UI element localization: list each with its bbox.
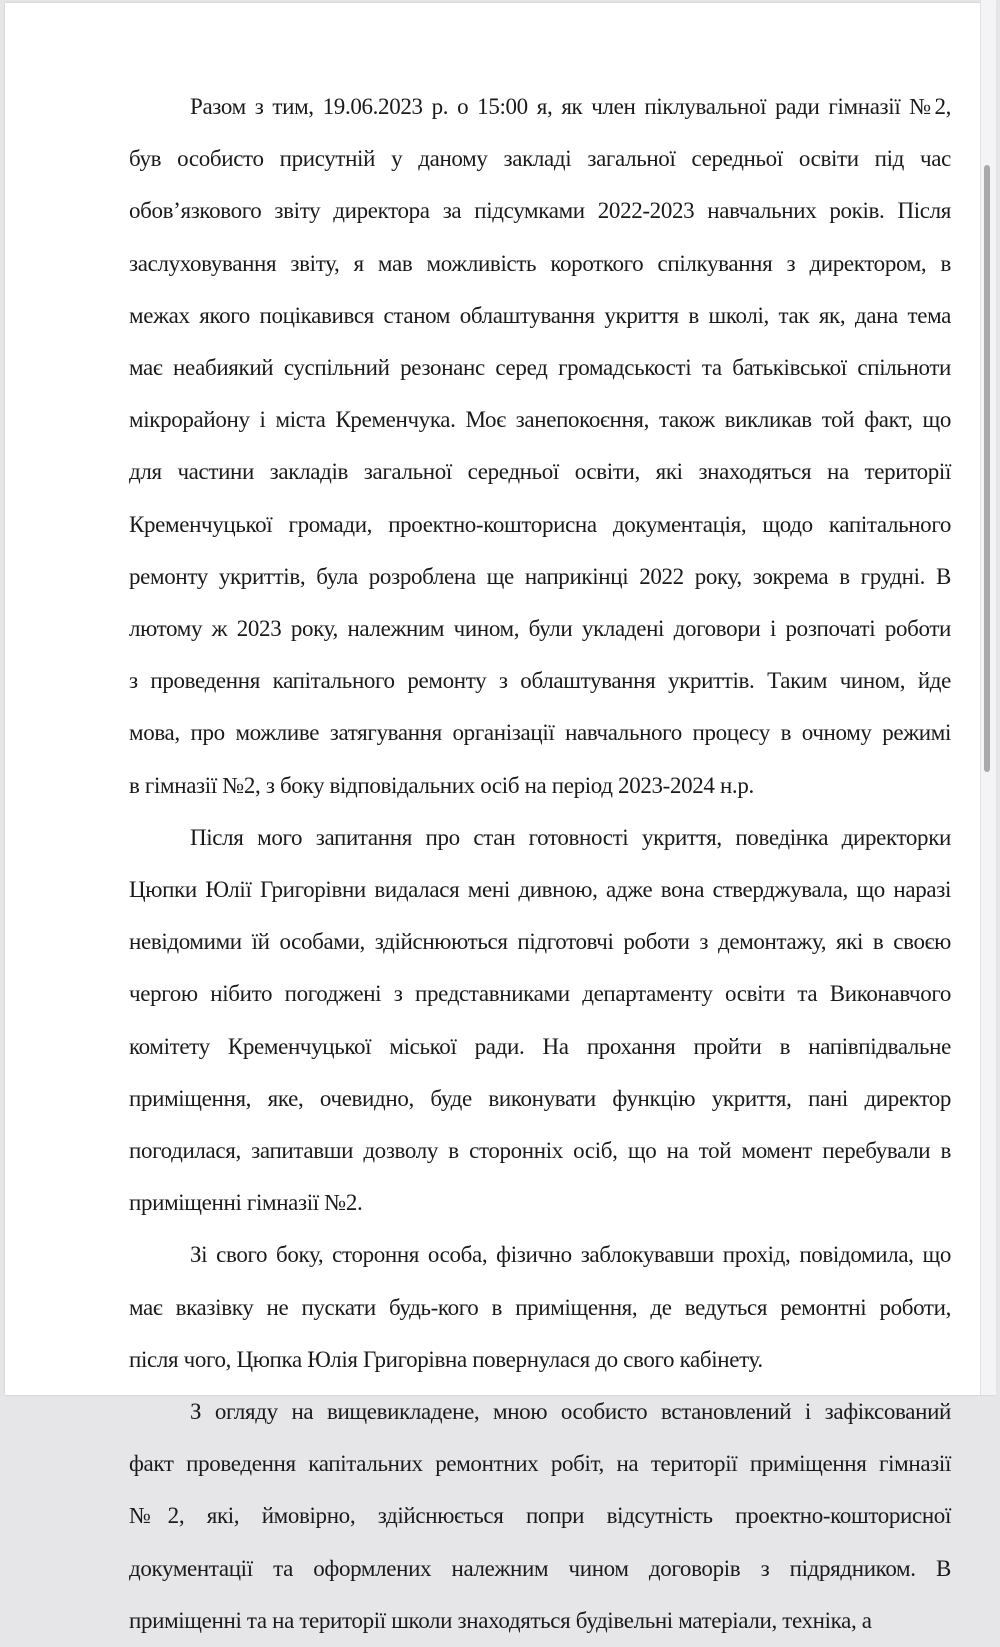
text-line: Цюпки Юлії Григорівни видалася мені дивною, адже вона стверджувала, що наразі bbox=[129, 877, 951, 903]
text-line: чергою нібито погоджені з представниками департаменту освіти та Виконавчого bbox=[129, 981, 951, 1007]
text-line: Зі свого боку, стороння особа, фізично заблокувавши прохід, повідомила, що bbox=[190, 1242, 951, 1268]
text-line: документації та оформлених належним чином договорів з підрядником. В bbox=[129, 1555, 951, 1581]
paragraph bbox=[129, 812, 951, 1230]
text-line: мова, про можливе затягування організації навчального процесу в очному режимі bbox=[129, 720, 951, 746]
text-line: був особисто присутній у даному закладі загальної середньої освіти під час bbox=[129, 146, 951, 172]
text-line: має вказівку не пускати будь-кого в приміщення, де ведуться ремонтні роботи, bbox=[129, 1294, 951, 1320]
text-line: погодилася, запитавши дозволу в сторонніх осіб, що на той момент перебували в bbox=[129, 1138, 951, 1164]
text-line: приміщенні гімназії №2. bbox=[129, 1190, 363, 1216]
text-line: №2, які, ймовірно, здійснюється попри відсутність проектно-кошторисної bbox=[129, 1503, 951, 1529]
document-page bbox=[5, 3, 995, 1633]
text-line: З огляду на вищевикладене, мною особисто встановлений і зафіксований bbox=[190, 1399, 951, 1425]
text-line: мікрорайону і міста Кременчука. Моє занепокоєння, також викликав той факт, що bbox=[129, 407, 951, 433]
text-line: Кременчуцької громади, проектно-кошторисна документація, щодо капітального bbox=[129, 511, 951, 537]
paragraph bbox=[129, 1386, 951, 1647]
text-line: для частини закладів загальної середньої освіти, які знаходяться на території bbox=[129, 459, 951, 485]
text-line: з проведення капітального ремонту з облаштування укриттів. Таким чином, йде bbox=[129, 668, 951, 694]
text-line: факт проведення капітальних ремонтних робіт, на території приміщення гімназії bbox=[129, 1451, 951, 1477]
text-line: після чого, Цюпка Юлія Григорівна повернулася до свого кабінету. bbox=[129, 1346, 763, 1372]
text-line: приміщенні та на території школи знаходяться будівельні матеріали, техніка, а bbox=[129, 1607, 872, 1633]
text-line: приміщення, яке, очевидно, буде виконувати функцію укриття, пані директор bbox=[129, 1085, 951, 1111]
text-line: в гімназії №2, з боку відповідальних осіб на період 2023-2024 н.р. bbox=[129, 772, 754, 798]
text-line: комітету Кременчуцької міської ради. На прохання пройти в напівпідвальне bbox=[129, 1033, 951, 1059]
text-line: Разом з тим, 19.06.2023 р. о 15:00 я, як член піклувальної ради гімназії №2, bbox=[190, 94, 951, 119]
scrollbar-thumb[interactable] bbox=[984, 165, 990, 772]
paragraph bbox=[129, 1229, 951, 1386]
text-line: межах якого поцікавився станом облаштування укриття в школі, так як, дана тема bbox=[129, 302, 951, 328]
text-line: заслуховування звіту, я мав можливість короткого спілкування з директором, в bbox=[129, 250, 951, 276]
text-line: ремонту укриттів, була розроблена ще наприкінці 2022 року, зокрема в грудні. В bbox=[129, 563, 951, 589]
text-line: лютому ж 2023 року, належним чином, були укладені договори і розпочаті роботи bbox=[129, 616, 951, 642]
text-line: має неабиякий суспільний резонанс серед громадськості та батьківської спільноти bbox=[129, 355, 951, 381]
paragraph bbox=[129, 81, 951, 812]
text-line: обов’язкового звіту директора за підсумками 2022-2023 навчальних років. Після bbox=[129, 198, 951, 224]
document-body bbox=[129, 81, 951, 1647]
text-line: невідомими їй особами, здійснюються підготовчі роботи з демонтажу, які в своєю bbox=[129, 929, 951, 955]
text-line: Після мого запитання про стан готовності укриття, поведінка директорки bbox=[190, 824, 951, 850]
